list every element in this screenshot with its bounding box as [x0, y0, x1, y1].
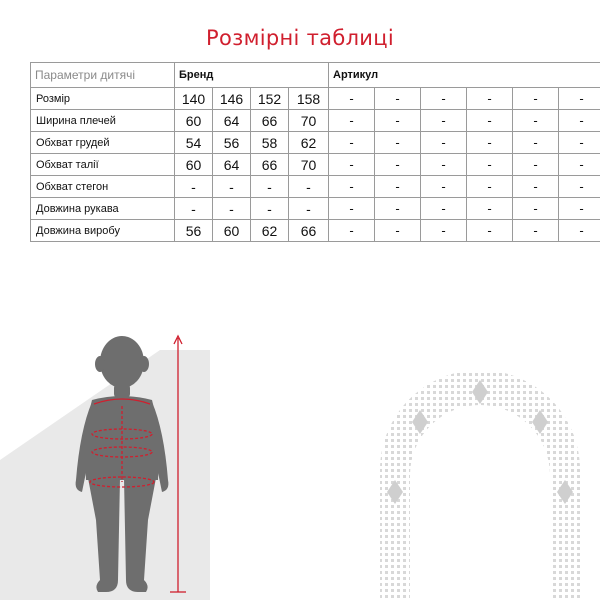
- brand-value-cell: -: [175, 198, 213, 220]
- article-value-cell: -: [559, 198, 600, 220]
- article-value-cell: -: [513, 88, 559, 110]
- article-value-cell: -: [329, 154, 375, 176]
- article-value-cell: -: [559, 88, 600, 110]
- article-value-cell: -: [375, 198, 421, 220]
- article-value-cell: -: [421, 198, 467, 220]
- brand-value-cell: 56: [175, 220, 213, 242]
- brand-value-cell: 158: [289, 88, 329, 110]
- article-value-cell: -: [467, 132, 513, 154]
- table-body: [31, 88, 600, 242]
- brand-value-cell: 146: [213, 88, 251, 110]
- brand-value-cell: 66: [289, 220, 329, 242]
- row-label: Довжина рукава: [31, 198, 175, 220]
- brand-value-cell: -: [251, 176, 289, 198]
- article-value-cell: -: [513, 220, 559, 242]
- article-value-cell: -: [467, 176, 513, 198]
- brand-value-cell: 140: [175, 88, 213, 110]
- article-value-cell: -: [375, 88, 421, 110]
- article-value-cell: -: [375, 110, 421, 132]
- article-value-cell: -: [559, 154, 600, 176]
- header-article: Артикул: [329, 63, 600, 88]
- table-header-row: [31, 63, 600, 88]
- row-label: Ширина плечей: [31, 110, 175, 132]
- article-value-cell: -: [375, 154, 421, 176]
- row-label: Обхват стегон: [31, 176, 175, 198]
- article-value-cell: -: [421, 176, 467, 198]
- article-value-cell: -: [329, 220, 375, 242]
- brand-value-cell: 70: [289, 154, 329, 176]
- brand-value-cell: 58: [251, 132, 289, 154]
- article-value-cell: -: [421, 220, 467, 242]
- brand-value-cell: 66: [251, 154, 289, 176]
- brand-value-cell: -: [213, 176, 251, 198]
- row-label: Довжина виробу: [31, 220, 175, 242]
- article-value-cell: -: [467, 110, 513, 132]
- row-label: Розмір: [31, 88, 175, 110]
- article-value-cell: -: [329, 88, 375, 110]
- article-value-cell: -: [513, 176, 559, 198]
- brand-value-cell: 66: [251, 110, 289, 132]
- embroidery-ornament-icon: [360, 360, 600, 600]
- article-value-cell: -: [513, 132, 559, 154]
- article-value-cell: -: [559, 220, 600, 242]
- article-value-cell: -: [513, 198, 559, 220]
- article-value-cell: -: [421, 132, 467, 154]
- brand-value-cell: -: [251, 198, 289, 220]
- brand-value-cell: -: [289, 176, 329, 198]
- page-title: Розмірні таблиці: [206, 26, 394, 50]
- brand-value-cell: 64: [213, 154, 251, 176]
- brand-value-cell: 60: [175, 110, 213, 132]
- article-value-cell: -: [375, 132, 421, 154]
- brand-value-cell: -: [289, 198, 329, 220]
- brand-value-cell: 152: [251, 88, 289, 110]
- table-row: [31, 132, 600, 154]
- brand-value-cell: 64: [213, 110, 251, 132]
- article-value-cell: -: [467, 198, 513, 220]
- table-row: [31, 110, 600, 132]
- article-value-cell: -: [421, 88, 467, 110]
- table-row: [31, 88, 600, 110]
- table-row: [31, 176, 600, 198]
- size-table: [30, 62, 600, 242]
- table-row: [31, 220, 600, 242]
- brand-value-cell: -: [175, 176, 213, 198]
- brand-value-cell: 56: [213, 132, 251, 154]
- child-silhouette-icon: [40, 330, 200, 600]
- article-value-cell: -: [467, 220, 513, 242]
- brand-value-cell: 60: [175, 154, 213, 176]
- article-value-cell: -: [375, 176, 421, 198]
- article-value-cell: -: [375, 220, 421, 242]
- brand-value-cell: -: [213, 198, 251, 220]
- article-value-cell: -: [329, 198, 375, 220]
- table-row: [31, 198, 600, 220]
- brand-value-cell: 60: [213, 220, 251, 242]
- brand-value-cell: 54: [175, 132, 213, 154]
- table-row: [31, 154, 600, 176]
- brand-value-cell: 70: [289, 110, 329, 132]
- article-value-cell: -: [467, 88, 513, 110]
- brand-value-cell: 62: [289, 132, 329, 154]
- article-value-cell: -: [559, 176, 600, 198]
- row-label: Обхват талії: [31, 154, 175, 176]
- article-value-cell: -: [421, 154, 467, 176]
- article-value-cell: -: [329, 176, 375, 198]
- header-brand: Бренд: [175, 63, 329, 88]
- article-value-cell: -: [467, 154, 513, 176]
- article-value-cell: -: [513, 110, 559, 132]
- article-value-cell: -: [559, 110, 600, 132]
- brand-value-cell: 62: [251, 220, 289, 242]
- header-params: Параметри дитячі: [31, 63, 175, 88]
- article-value-cell: -: [559, 132, 600, 154]
- article-value-cell: -: [329, 110, 375, 132]
- article-value-cell: -: [329, 132, 375, 154]
- row-label: Обхват грудей: [31, 132, 175, 154]
- article-value-cell: -: [421, 110, 467, 132]
- article-value-cell: -: [513, 154, 559, 176]
